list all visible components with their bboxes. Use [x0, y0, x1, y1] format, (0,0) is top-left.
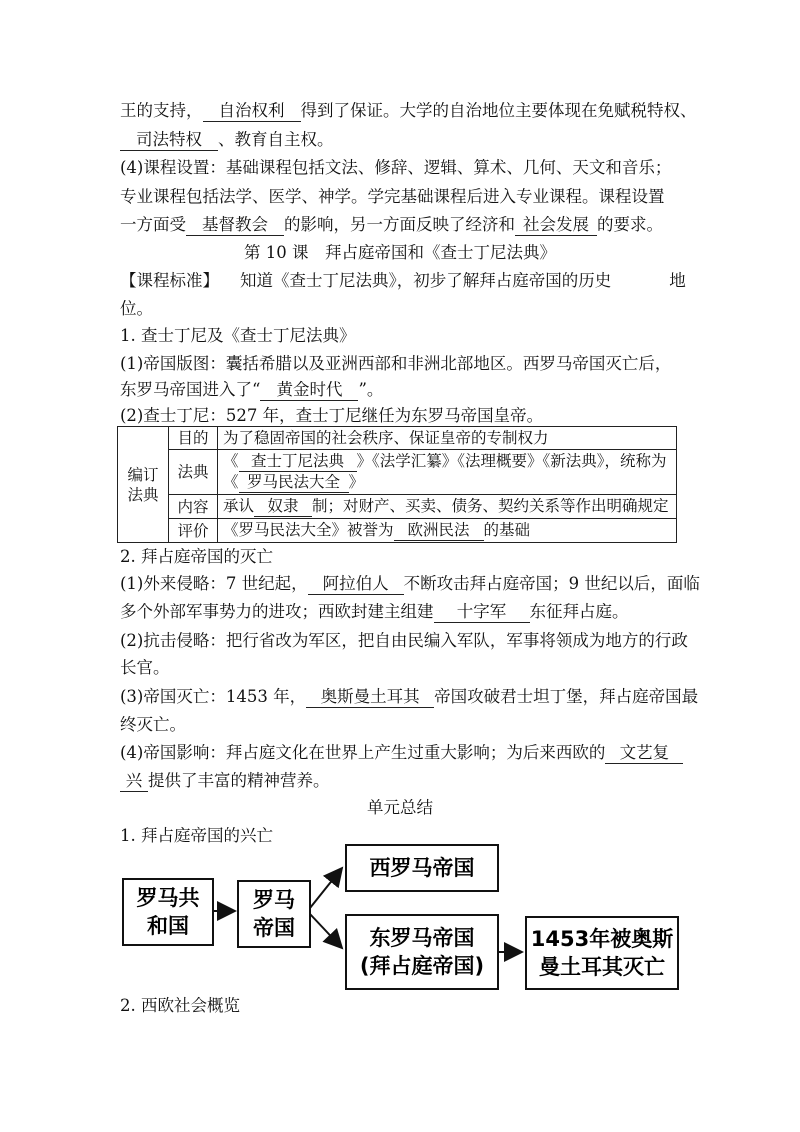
curriculum-line-1: (4)课程设置：基础课程包括文法、修辞、逻辑、算术、几何、天文和音乐；: [120, 158, 672, 177]
intro-line-2: 司法特权 、教育自主权。: [120, 129, 334, 151]
course-standard-2: 位。: [120, 299, 153, 318]
section1-p3: (2)查士丁尼：527 年，查士丁尼继任为东罗马帝国皇帝。: [120, 406, 544, 425]
blank-renaissance-2: 兴: [120, 771, 148, 792]
box-fall-1453: 1453年被奥斯 曼土耳其灭亡: [525, 916, 679, 990]
blank-judicial: 司法特权: [120, 130, 218, 151]
section2-p5: (3)帝国灭亡：1453 年， 奥斯曼土耳其 帝国攻破君士坦丁堡，拜占庭帝国最: [120, 687, 699, 706]
box-roman-empire: 罗马帝国: [237, 880, 311, 948]
section2-p4: 长官。: [120, 658, 170, 677]
blank-ottoman: 奥斯曼土耳其: [306, 687, 434, 708]
blank-golden-age: 黄金时代: [260, 380, 358, 401]
blank-church: 基督教会: [186, 215, 284, 236]
row-text: 承认 奴隶 制；对财产、买卖、债务、契约关系等作出明确规定: [218, 495, 677, 519]
section2-p8: 兴 提供了丰富的精神营养。: [120, 770, 330, 792]
section2-p1: (1)外来侵略：7 世纪起， 阿拉伯人 不断攻击拜占庭帝国；9 世纪以后，面临: [120, 574, 700, 593]
blank-arabs: 阿拉伯人: [308, 574, 404, 595]
blank-social: 社会发展: [515, 215, 597, 236]
summary-s1: 1. 拜占庭帝国的兴亡: [120, 826, 273, 845]
box-roman-republic: 罗马共和国: [122, 878, 214, 946]
table-head: 编订法典: [118, 427, 169, 543]
row-key: 内容: [169, 495, 218, 519]
summary-s2: 2. 西欧社会概览: [120, 996, 240, 1015]
row-text: 《 查士丁尼法典 》《法学汇纂》《法理概要》《新法典》，统称为《 罗马民法大全 》: [218, 450, 677, 495]
arrow-empire-to-east: [310, 914, 342, 948]
section1-p2: 东罗马帝国进入了“ 黄金时代 ”。: [120, 380, 384, 399]
blank-european-civil-law: 欧洲民法: [394, 520, 484, 541]
section2-p7: (4)帝国影响：拜占庭文化在世界上产生过重大影响；为后来西欧的 文艺复: [120, 742, 683, 764]
row-key: 评价: [169, 519, 218, 543]
blank-corpus-juris: 罗马民法大全: [239, 472, 349, 493]
section1-title: 1. 查士丁尼及《查士丁尼法典》: [120, 326, 356, 345]
blank-crusaders: 十字军: [434, 602, 530, 623]
intro-line-1: 王的支持， 自治权利 得到了保证。大学的自治地位主要体现在免赋税特权、: [120, 101, 697, 120]
blank-slavery: 奴隶: [254, 496, 312, 517]
arrow-empire-to-west: [310, 868, 342, 908]
row-text: 《罗马民法大全》被誉为 欧洲民法 的基础: [218, 519, 677, 543]
section2-p2: 多个外部军事势力的进攻；西欧封建主组建 十字军 东征拜占庭。: [120, 602, 629, 621]
row-key: 目的: [169, 427, 218, 450]
row-key: 法典: [169, 450, 218, 495]
section2-p6: 终灭亡。: [120, 715, 186, 734]
section2-title: 2. 拜占庭帝国的灭亡: [120, 547, 273, 566]
blank-renaissance-1: 文艺复: [605, 743, 683, 764]
summary-title: 单元总结: [367, 798, 433, 817]
curriculum-line-3: 一方面受 基督教会 的影响，另一方面反映了经济和 社会发展 的要求。: [120, 215, 663, 234]
curriculum-line-2: 专业课程包括法学、医学、神学。学完基础课程后进入专业课程。课程设置: [120, 187, 665, 206]
blank-justinian-code: 查士丁尼法典: [239, 451, 357, 472]
blank-autonomy: 自治权利: [203, 101, 301, 122]
row-text: 为了稳固帝国的社会秩序、保证皇帝的专制权力: [218, 427, 677, 450]
course-standard: 【课程标准】 知道《查士丁尼法典》，初步了解拜占庭帝国的历史 地: [120, 271, 686, 290]
section1-p1: (1)帝国版图：囊括希腊以及亚洲西部和非洲北部地区。西罗马帝国灭亡后，: [120, 354, 672, 373]
box-west-roman-empire: 西罗马帝国: [345, 844, 499, 892]
box-east-roman-empire: 东罗马帝国 (拜占庭帝国): [345, 914, 499, 990]
section2-p3: (2)抗击侵略：把行省改为军区，把自由民编入军队，军事将领成为地方的行政: [120, 631, 688, 650]
lesson-title: 第 10 课 拜占庭帝国和《查士丁尼法典》: [244, 243, 556, 262]
